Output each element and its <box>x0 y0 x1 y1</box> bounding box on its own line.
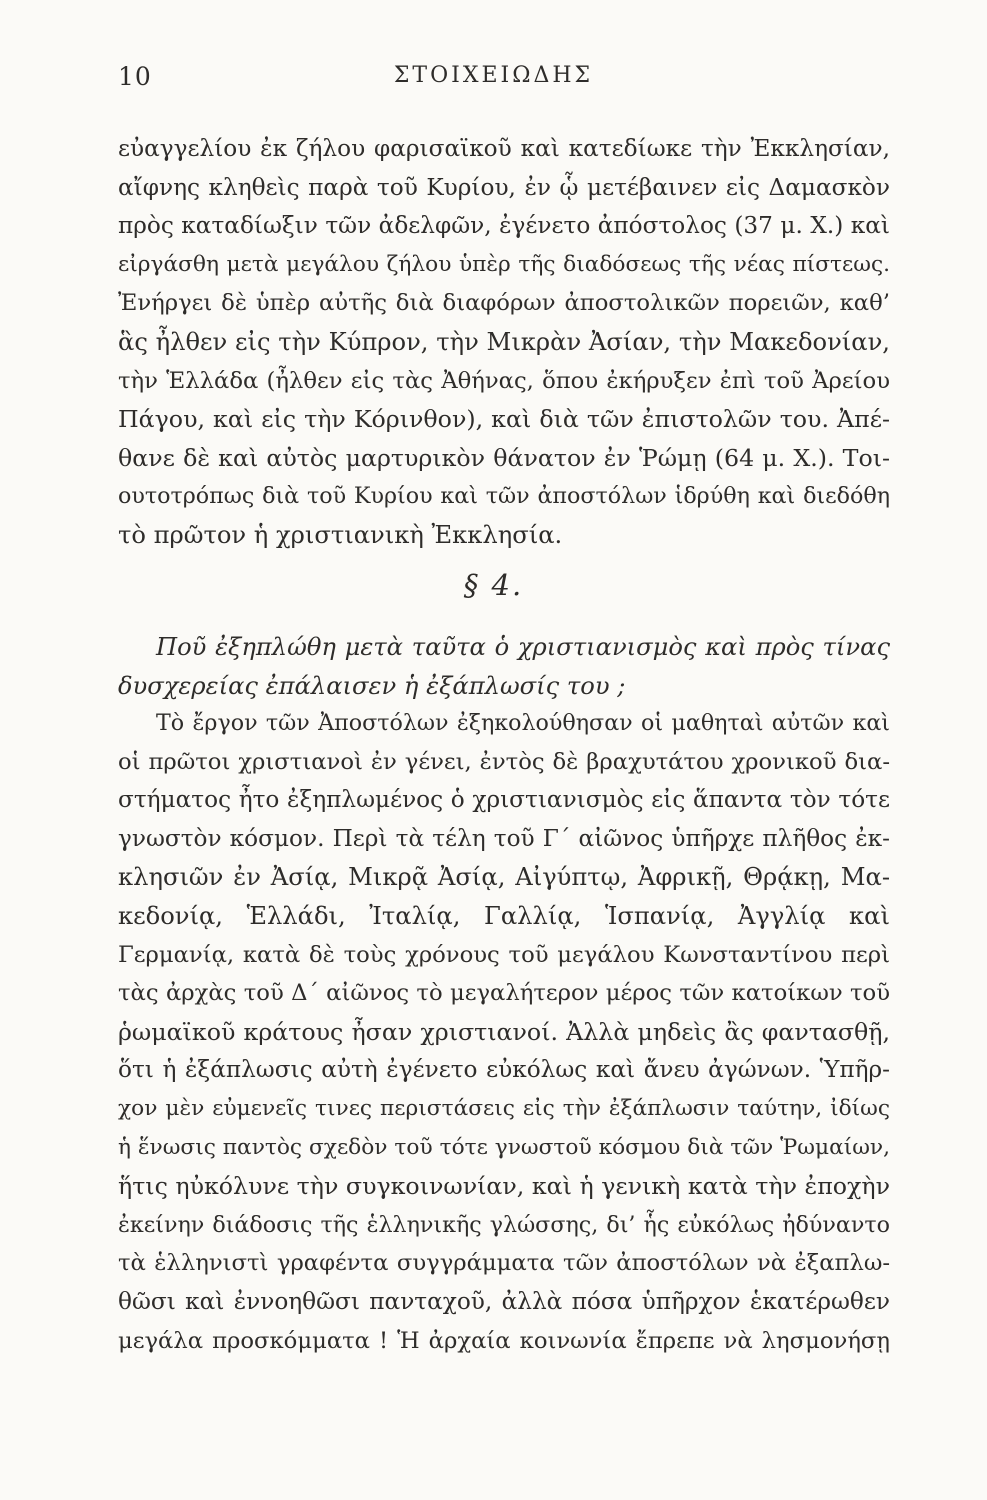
text-line: ἃς ἦλθεν εἰς τὴν Κύπρον, τὴν Μικρὰν Ἀσίαν, τὴν Μακεδονίαν, <box>118 327 890 356</box>
text-line: στήματος ἦτο ἐξηπλωμένος ὁ χριστιανισμὸς εἰς ἅπαντα τὸν τότε <box>118 786 890 814</box>
text-line: πρὸς καταδίωξιν τῶν ἀδελφῶν, ἐγένετο ἀπόστολος (37 μ. Χ.) καὶ <box>118 212 890 240</box>
text-line: κεδονίᾳ, Ἑλλάδι, Ἰταλίᾳ, Γαλλίᾳ, Ἱσπανίᾳ, Ἀγγλίᾳ καὶ <box>118 901 890 930</box>
text-line: γνωστὸν κόσμον. Περὶ τὰ τέλη τοῦ Γ´ αἰῶνος ὑπῆρχε πλῆθος ἐκ- <box>118 824 890 852</box>
text-line: Πάγου, καὶ εἰς τὴν Κόρινθον), καὶ διὰ τῶν ἐπιστολῶν του. Ἀπέ- <box>118 405 890 434</box>
text-line: θῶσι καὶ ἐννοηθῶσι πανταχοῦ, ἀλλὰ πόσα ὑπῆρχον ἑκατέρωθεν <box>118 1287 890 1315</box>
text-line: τὴν Ἑλλάδα (ἦλθεν εἰς τὰς Ἀθήνας, ὅπου ἐκήρυξεν ἐπὶ τοῦ Ἀρείου <box>118 367 890 394</box>
question-line: Ποῦ ἐξηπλώθη μετὰ ταῦτα ὁ χριστιανισμὸς καὶ πρὸς τίνας <box>156 633 890 661</box>
text-line: τὰς ἀρχὰς τοῦ Δ´ αἰῶνος τὸ μεγαλήτερον μέρος τῶν κατοίκων τοῦ <box>118 980 890 1007</box>
text-line: ἡ ἕνωσις παντὸς σχεδὸν τοῦ τότε γνωστοῦ κόσμου διὰ τῶν Ῥωμαίων, <box>118 1134 890 1160</box>
text-line: εὐαγγελίου ἐκ ζήλου φαρισαϊκοῦ καὶ κατεδίωκε τὴν Ἐκκλησίαν, <box>118 135 890 162</box>
text-line: ἐκείνην διάδοσις τῆς ἑλληνικῆς γλώσσης, δι’ ἧς εὐκόλως ἠδύναντο <box>118 1211 890 1238</box>
text-line: Ἐνήργει δὲ ὑπὲρ αὐτῆς διὰ διαφόρων ἀποστολικῶν πορειῶν, καθ’ <box>118 290 890 317</box>
text-line: τὸ πρῶτον ἡ χριστιανικὴ Ἐκκλησία. <box>118 520 563 549</box>
section-heading: § 4. <box>463 568 524 602</box>
body-paragraph <box>118 704 890 1360</box>
intro-paragraph <box>118 130 890 555</box>
text-line: κλησιῶν ἐν Ἀσίᾳ, Μικρᾷ Ἀσίᾳ, Αἰγύπτῳ, Ἀφρικῇ, Θρᾴκῃ, Μα- <box>118 863 890 892</box>
text-line: τὰ ἑλληνιστὶ γραφέντα συγγράμματα τῶν ἀποστόλων νὰ ἐξαπλω- <box>118 1250 890 1277</box>
text-line: μεγάλα προσκόμματα ! Ἡ ἀρχαία κοινωνία ἔπρεπε νὰ λησμονήσῃ <box>118 1327 890 1354</box>
text-line: εἰργάσθη μετὰ μεγάλου ζήλου ὑπὲρ τῆς διαδόσεως τῆς νέας πίστεως. <box>118 251 890 277</box>
running-title: ΣΤΟΙΧΕΙΩΔΗΣ <box>393 63 594 88</box>
section-question <box>118 628 890 705</box>
question-line: δυσχερείας ἐπάλαισεν ἡ ἐξάπλωσίς του ; <box>118 671 626 700</box>
text-line: οἱ πρῶτοι χριστιανοὶ ἐν γένει, ἐντὸς δὲ βραχυτάτου χρονικοῦ δια- <box>118 748 890 775</box>
text-line: χον μὲν εὐμενεῖς τινες περιστάσεις εἰς τὴν ἐξάπλωσιν ταύτην, ἰδίως <box>118 1095 890 1121</box>
text-line: ὅτι ἡ ἐξάπλωσις αὐτὴ ἐγένετο εὐκόλως καὶ ἄνευ ἀγώνων. Ὑπῆρ- <box>118 1056 890 1084</box>
page-number: 10 <box>118 62 152 91</box>
text-line: θανε δὲ καὶ αὐτὸς μαρτυρικὸν θάνατον ἐν Ῥώμῃ (64 μ. Χ.). Τοι- <box>118 443 890 472</box>
text-line: ἥτις ηὐκόλυνε τὴν συγκοινωνίαν, καὶ ἡ γενικὴ κατὰ τὴν ἐποχὴν <box>118 1172 890 1201</box>
text-line: ουτοτρόπως διὰ τοῦ Κυρίου καὶ τῶν ἀποστόλων ἱδρύθη καὶ διεδόθη <box>118 483 890 510</box>
text-line: ῥωμαϊκοῦ κράτους ἦσαν χριστιανοί. Ἀλλὰ μηδεὶς ἂς φαντασθῇ, <box>118 1017 890 1046</box>
text-line: Γερμανίᾳ, κατὰ δὲ τοὺς χρόνους τοῦ μεγάλου Κωνσταντίνου περὶ <box>118 941 890 968</box>
text-line: αἴφνης κληθεὶς παρὰ τοῦ Κυρίου, ἐν ᾧ μετέβαινεν εἰς Δαμασκὸν <box>118 173 890 201</box>
text-line: Τὸ ἔργον τῶν Ἀποστόλων ἐξηκολούθησαν οἱ μαθηταὶ αὐτῶν καὶ <box>156 710 890 736</box>
